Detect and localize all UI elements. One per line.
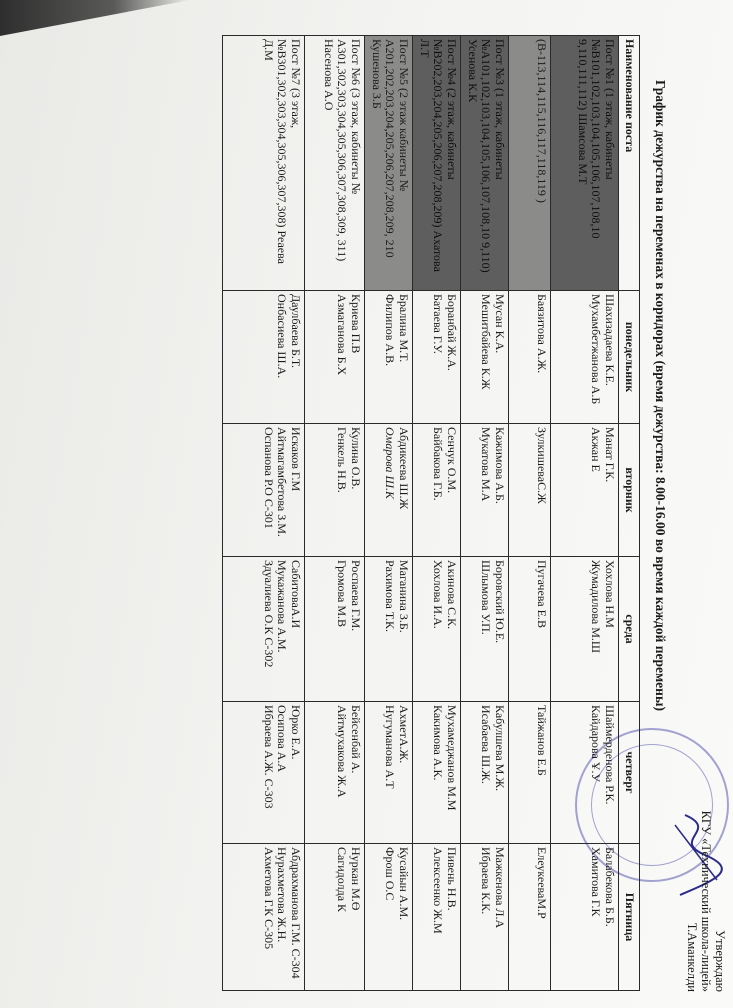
teacher-name: Фрош О.С (383, 847, 398, 901)
duty-cell-mon (461, 291, 509, 424)
table-row (305, 36, 365, 991)
teacher-name: ЗулкишеваС.Ж (535, 427, 549, 504)
teacher-name: Мешитбайева К.Ж (479, 294, 494, 390)
teacher-name: Байбакова Г.Б. (431, 427, 446, 501)
teacher-name: Бейсенбай А. (349, 705, 363, 774)
teacher-name: Кулина О.В. (349, 427, 363, 490)
duty-cell-thu (413, 702, 461, 844)
duty-cell-tue (365, 424, 413, 557)
teacher-name: Шлымова У.П. (479, 560, 494, 635)
teacher-name: Рахимова Т.К. (383, 560, 398, 632)
teacher-name: Абдрахманова Г.М. С-304 (289, 847, 303, 979)
post-name-cell: Пост №1 (1 этаж, кабинеты №В101,102,103,104,105,106,107,108,10 9,110,111,112) Шамсова М.Т (551, 36, 619, 291)
teacher-name: Филипов А.В. (383, 294, 398, 367)
duty-cell-wed (551, 557, 619, 702)
duty-cell-tue (509, 424, 551, 557)
post-name-cell: Пост №7 (3 этаж, №В301,302,303,304,305,306,307,308) Реаева Д.М (223, 36, 305, 291)
teacher-name: Бралина М.Т. (397, 294, 411, 363)
teacher-name: Хохлова И.А. (431, 560, 446, 629)
teacher-name: Какимова А.К. (431, 705, 446, 781)
duty-cell-fri (551, 844, 619, 991)
table-row (551, 36, 619, 991)
teacher-name: Азмаганова Б.Х (335, 294, 350, 376)
teacher-name: СабитоваА.И (289, 560, 303, 629)
teacher-name: Айтмагамбетова З.М. (275, 427, 290, 537)
teacher-name: Криева П.В (349, 294, 363, 354)
post-name-cell: Пост №5 (2 этаж кабинеты № А201,202,203,204,205,206,207,208,209, 210 Кушенова З.Б (365, 36, 413, 291)
teacher-name: Даулбаева Б.Т. (289, 294, 303, 368)
teacher-name: Ибраева А.Ж. С-303 (261, 705, 276, 809)
teacher-name: Тайжанов Е.Б (535, 705, 549, 776)
column-header: четверг (619, 702, 640, 844)
teacher-name: Сенчук О.М. (445, 427, 459, 494)
teacher-name: Ахметова Г.К С-305 (261, 847, 276, 950)
duty-cell-tue (305, 424, 365, 557)
teacher-name: Пивень Н.В. (445, 847, 459, 911)
duty-cell-wed (461, 557, 509, 702)
teacher-name: Баязитова А.Ж. (535, 294, 549, 374)
column-header: вторник (619, 424, 640, 557)
duty-cell-mon (305, 291, 365, 424)
duty-cell-tue (413, 424, 461, 557)
teacher-name: Кажимова А.Б. (493, 427, 507, 504)
column-header: Пятница (619, 844, 640, 991)
teacher-name: Роспаева Г.М. (349, 560, 363, 632)
teacher-name: Осипова А.А (275, 705, 290, 773)
teacher-name: Шахизадаева К.Е. (603, 294, 617, 386)
teacher-name: Омарова Ш.К (383, 427, 398, 499)
teacher-name: Ибраева К.К. (479, 847, 494, 915)
teacher-name: Исабаева Ш.Ж. (479, 705, 494, 784)
table-row (413, 36, 461, 991)
table-row (223, 36, 305, 991)
duty-cell-tue (551, 424, 619, 557)
post-name-cell: Пост №3 (1 этаж, кабинеты №А101,102,103,104,105,106,107,108,10 9,110) Усенова К.К (461, 36, 509, 291)
duty-cell-fri (461, 844, 509, 991)
teacher-name: Боровский Ю.Е. (493, 560, 507, 644)
teacher-name: Акинова С.К. (445, 560, 459, 630)
column-header: понедельник (619, 291, 640, 424)
teacher-name: Мажкенова Л.А (493, 847, 507, 929)
teacher-name: Алексеенко Ж.М (431, 847, 446, 934)
duty-cell-fri (413, 844, 461, 991)
duty-schedule-table (222, 35, 640, 991)
post-name-cell: Пост №4 (2 этаж, кабинеты №В202,203,204,205,206,207,208,209) Ахатова Л.Т (413, 36, 461, 291)
duty-cell-mon (365, 291, 413, 424)
duty-cell-thu (509, 702, 551, 844)
duty-cell-thu (305, 702, 365, 844)
teacher-name: Мусан К.А. (493, 294, 507, 354)
teacher-name: Нуркан М.Ө (349, 847, 363, 911)
teacher-name: Нугуманова А.Т (383, 705, 398, 789)
teacher-name: Мукажанова А.М. (275, 560, 290, 653)
duty-cell-mon (223, 291, 305, 424)
duty-cell-mon (509, 291, 551, 424)
schedule-title: График дежурства на переменах в коридорах (время дежурства: 8.00-16.00 во время каждой перемены) (653, 80, 668, 711)
teacher-name: Маганина З.Б. (397, 560, 411, 633)
duty-cell-fri (223, 844, 305, 991)
teacher-name: Мухамбетжанова А.Б (589, 294, 604, 405)
duty-cell-thu (461, 702, 509, 844)
duty-cell-fri (365, 844, 413, 991)
duty-cell-wed (223, 557, 305, 702)
duty-cell-tue (223, 424, 305, 557)
teacher-name: Шаймерденова Р.К. (603, 705, 617, 805)
teacher-name: Искаков Г.М (289, 427, 303, 492)
teacher-name: Кайдарова Ұ.У (589, 705, 604, 783)
teacher-name: ЕлеукееваМ.Р (535, 847, 549, 919)
table-row (461, 36, 509, 991)
teacher-name: Пугачева Е.В (535, 560, 549, 628)
duty-cell-mon (551, 291, 619, 424)
teacher-name: Мукатова М.А (479, 427, 494, 502)
teacher-name: Нурахметова Ж.Н. (275, 847, 290, 943)
teacher-name: Абдикеева Ш.Ж (397, 427, 411, 510)
teacher-name: Сагидолда К (335, 847, 350, 913)
duty-cell-thu (365, 702, 413, 844)
teacher-name: Боранбай Ж.А. (445, 294, 459, 371)
approval-line-1: Утверждаю (713, 930, 727, 992)
duty-cell-wed (413, 557, 461, 702)
table-row (509, 36, 551, 991)
post-name-cell: Пост №6 (3 этаж, кабинеты № А301,302,303,304,305,306,307,308,309, 311) Насенова А.О (305, 36, 365, 291)
teacher-name: Акжан Е (589, 427, 604, 472)
teacher-name: Хамитова Г.К (589, 847, 604, 917)
teacher-name: Кабулшева М.Ж. (493, 705, 507, 792)
teacher-name: АхметА.Ж. (397, 705, 411, 764)
duty-cell-tue (461, 424, 509, 557)
duty-cell-fri (305, 844, 365, 991)
approval-line-2: КГУ «Технический школа-лицей» (699, 810, 713, 992)
table-header-row (619, 36, 640, 991)
teacher-name: Мухамеджанов М.М (445, 705, 459, 811)
duty-cell-wed (305, 557, 365, 702)
teacher-name: Оспанова Р.О С-301 (261, 427, 276, 529)
teacher-name: Юрко Е.А. (289, 705, 303, 760)
teacher-name: Здуалиева О.К С-302 (261, 560, 276, 668)
teacher-name: Генкель Н.В. (335, 427, 350, 493)
teacher-name: Балабекова Б.Б. (603, 847, 617, 927)
teacher-name: Онбасиева Ш.А. (275, 294, 290, 379)
teacher-name: Громова М.В (335, 560, 350, 628)
table-body (223, 36, 619, 991)
teacher-name: Кусайын А.М. (397, 847, 411, 921)
duty-cell-thu (551, 702, 619, 844)
teacher-name: Манат Г.К. (603, 427, 617, 483)
column-header: Наименование поста (619, 36, 640, 291)
approval-block (685, 742, 727, 992)
table-row (365, 36, 413, 991)
duty-cell-thu (223, 702, 305, 844)
teacher-name: Айтмухакова Ж.А (335, 705, 350, 798)
duty-cell-wed (509, 557, 551, 702)
teacher-name: Жумадилова М.Ш (589, 560, 604, 653)
duty-cell-fri (509, 844, 551, 991)
duty-cell-mon (413, 291, 461, 424)
teacher-name: Хохлова Н.М (603, 560, 617, 628)
approval-line-3: Т.Аманкелди (685, 922, 699, 992)
teacher-name: Батаева Г.У. (431, 294, 446, 354)
duty-cell-wed (365, 557, 413, 702)
column-header: среда (619, 557, 640, 702)
post-name-cell: (В-113,114,115,116,117,118,119 ) (509, 36, 551, 291)
